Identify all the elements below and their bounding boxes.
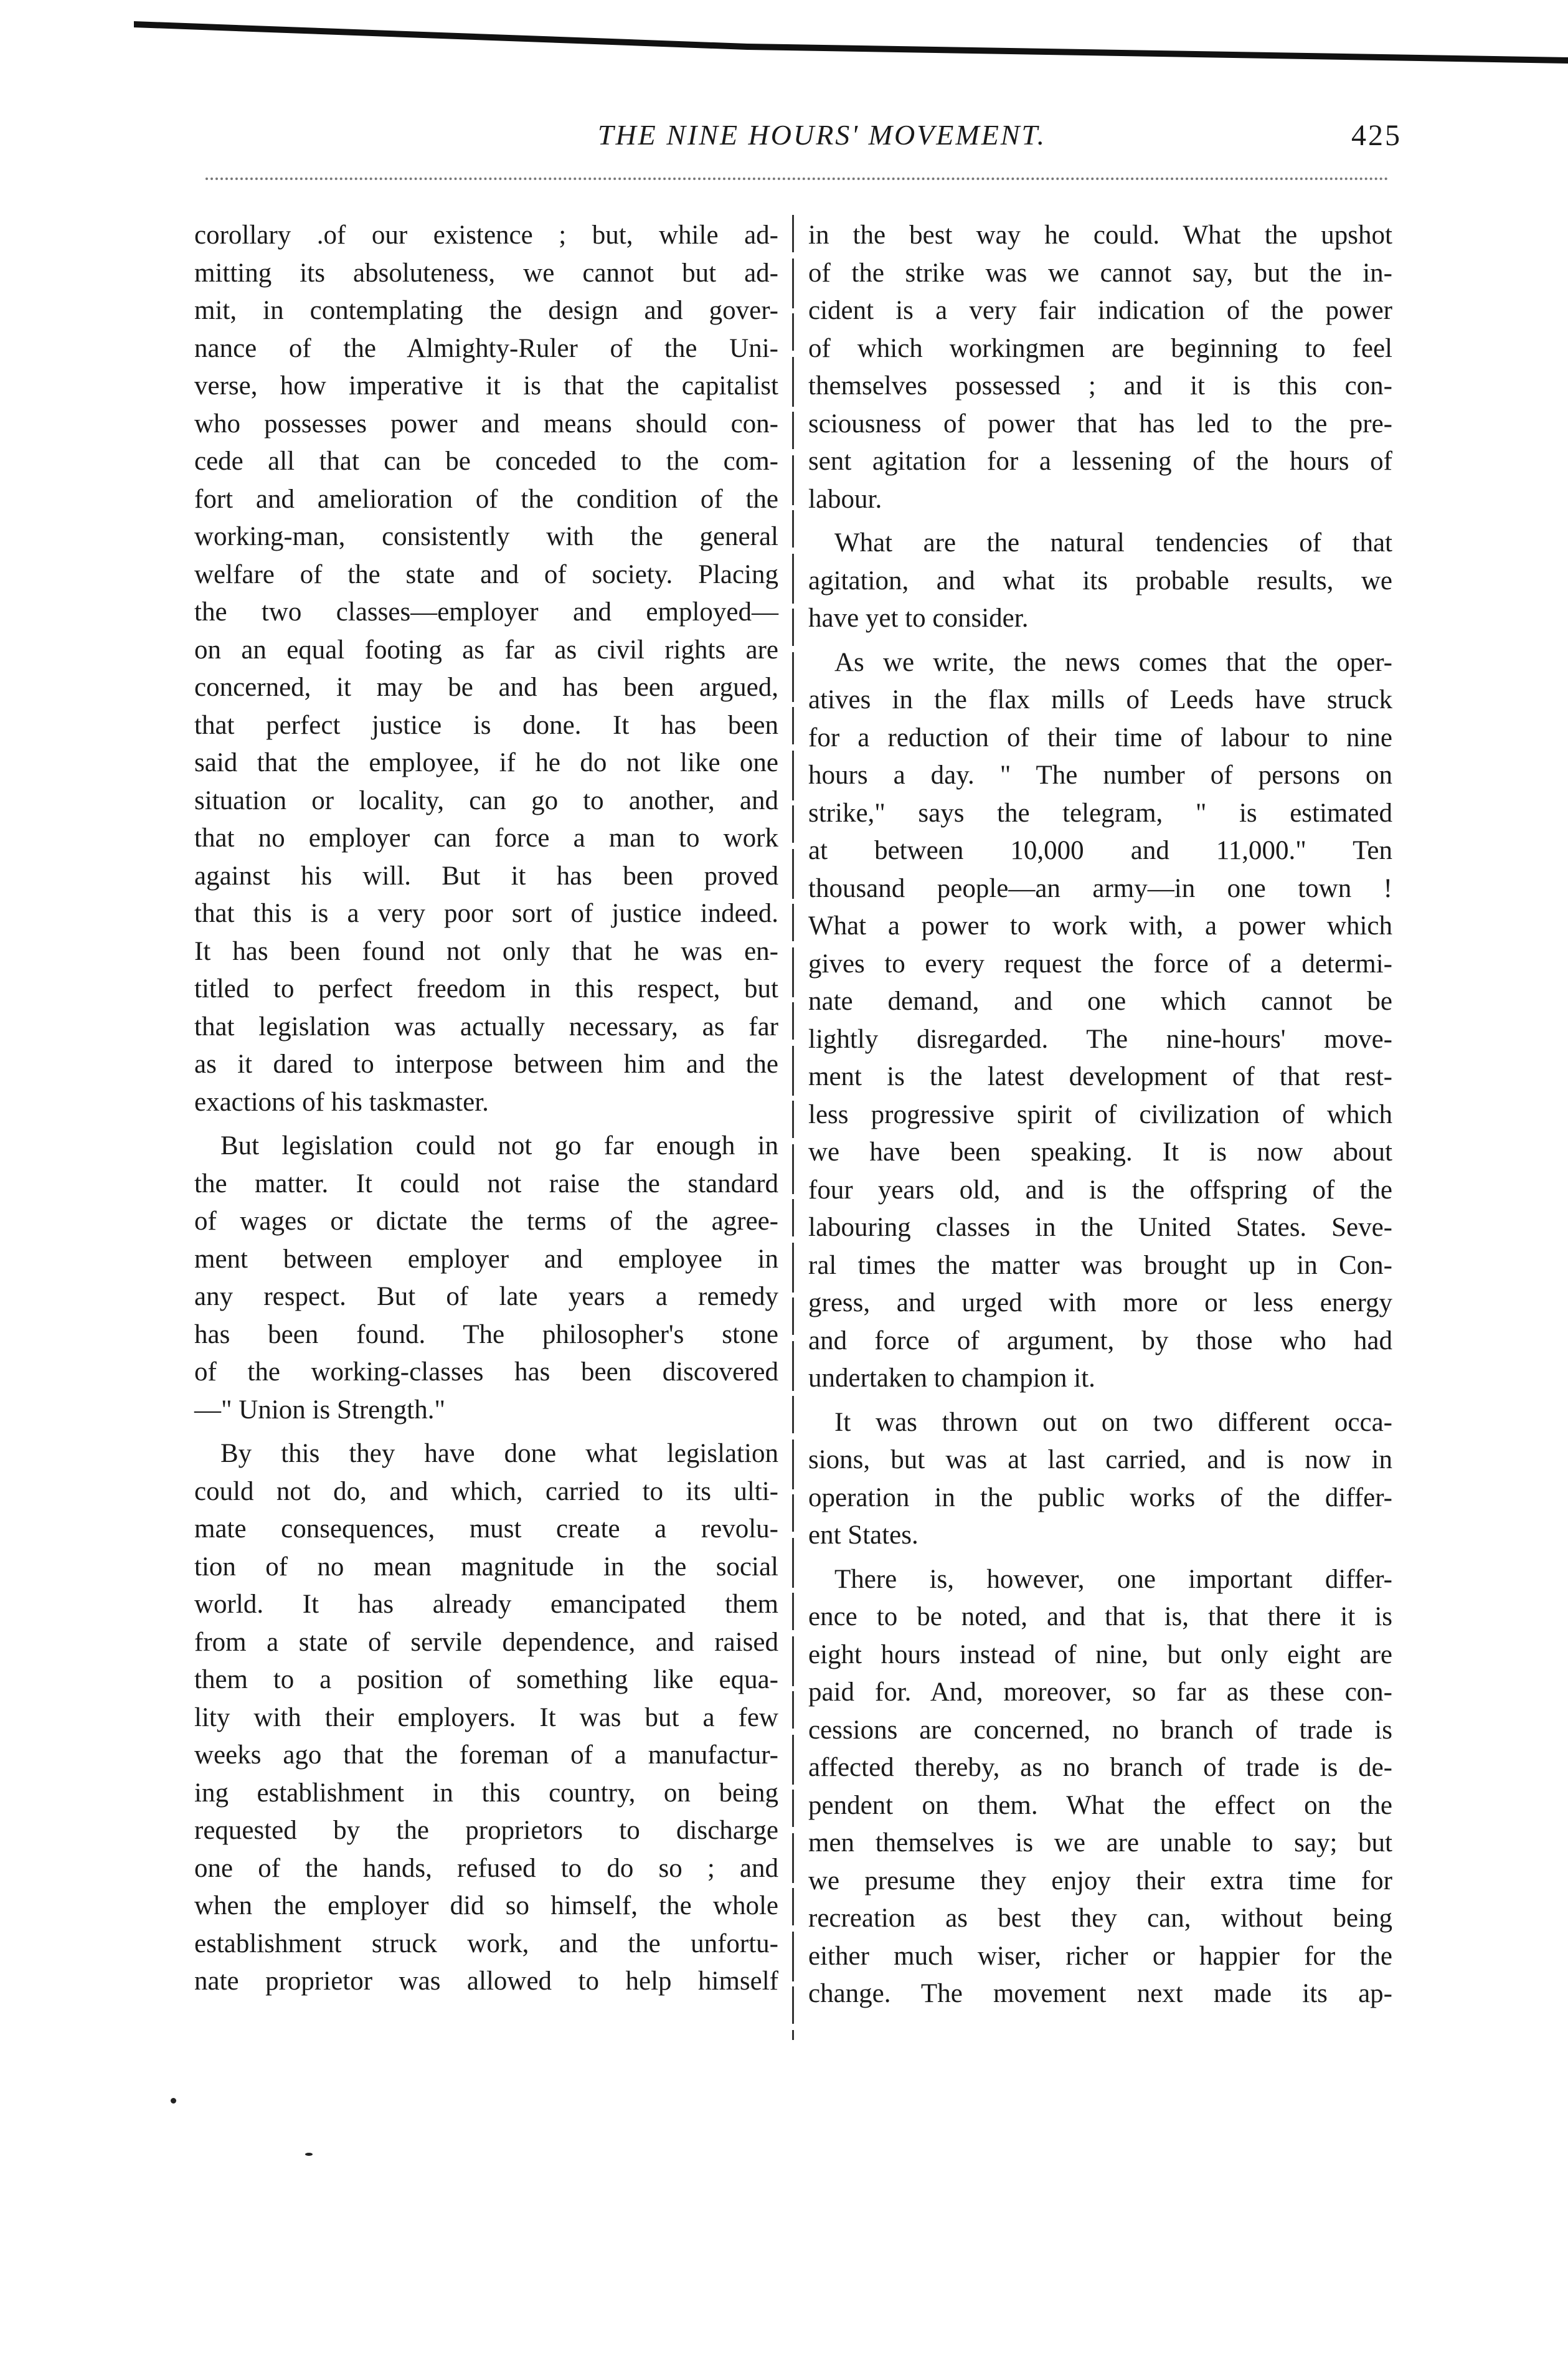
text-line: sciousness of power that has led to the pre-	[808, 409, 1392, 439]
text-line: exactions of his taskmaster.	[194, 1087, 489, 1117]
paragraph	[808, 644, 1392, 1398]
page-number: 425	[1351, 119, 1402, 152]
text-line: men themselves is we are unable to say; but	[808, 1828, 1392, 1857]
text-line: corollary .of our existence ; but, while ad-	[194, 221, 778, 250]
text-line: could not do, and which, carried to its ulti-	[194, 1476, 778, 1506]
text-line: change. The movement next made its ap-	[808, 1979, 1392, 2008]
text-line: pendent on them. What the effect on the	[808, 1790, 1392, 1820]
text-line: concerned, it may be and has been argued,	[194, 673, 778, 702]
text-line: gives to every request the force of a determi-	[808, 949, 1392, 979]
text-line: requested by the proprietors to discharge	[194, 1816, 778, 1845]
paragraph	[808, 1561, 1392, 2013]
text-line: have yet to consider.	[808, 604, 1029, 633]
text-line: against his will. But it has been proved	[194, 861, 778, 891]
text-line: By this they have done what legislation	[220, 1439, 778, 1468]
text-line: we have been speaking. It is now about	[808, 1137, 1392, 1167]
paragraph	[194, 1435, 778, 2001]
text-line: atives in the flax mills of Leeds have struck	[808, 685, 1392, 714]
text-line: has been found. The philosopher's stone	[194, 1319, 778, 1349]
text-line: themselves possessed ; and it is this con-	[808, 371, 1392, 401]
text-line: ent States.	[808, 1520, 919, 1550]
scan-speck	[171, 2098, 176, 2104]
text-line: four years old, and is the offspring of the	[808, 1175, 1392, 1205]
text-line: thousand people—an army—in one town !	[808, 873, 1392, 903]
text-line: working-man, consistently with the general	[194, 522, 778, 551]
text-line: them to a position of something like equa-	[194, 1665, 778, 1694]
right-column	[808, 217, 1392, 2019]
header-rule	[205, 178, 1389, 180]
text-line: from a state of servile dependence, and raised	[194, 1627, 778, 1657]
text-line: that this is a very poor sort of justice indeed.	[194, 899, 778, 928]
left-column	[194, 217, 778, 2007]
text-line: when the employer did so himself, the whole	[194, 1891, 778, 1920]
text-line: undertaken to champion it.	[808, 1364, 1095, 1393]
text-line: nance of the Almighty-Ruler of the Uni-	[194, 333, 778, 363]
text-line: of which workingmen are beginning to feel	[808, 333, 1392, 363]
text-line: strike," says the telegram, " is estimated	[808, 798, 1392, 828]
text-line: mit, in contemplating the design and gover-	[194, 296, 778, 325]
text-line: ence to be noted, and that is, that there it is	[808, 1602, 1392, 1631]
text-line: situation or locality, can go to another, and	[194, 785, 778, 815]
text-line: mitting its absoluteness, we cannot but ad-	[194, 258, 778, 288]
text-line: tion of no mean magnitude in the social	[194, 1552, 778, 1582]
text-line: on an equal footing as far as civil rights are	[194, 635, 778, 665]
paragraph	[808, 524, 1392, 638]
text-line: eight hours instead of nine, but only eight are	[808, 1639, 1392, 1669]
text-line: as it dared to interpose between him and the	[194, 1050, 778, 1079]
text-line: cessions are concerned, no branch of trade is	[808, 1715, 1392, 1745]
text-line: of the strike was we cannot say, but the in-	[808, 258, 1392, 288]
text-line: either much wiser, richer or happier for the	[808, 1941, 1392, 1971]
text-line: There is, however, one important differ-	[834, 1564, 1392, 1594]
text-line: ing establishment in this country, on being	[194, 1778, 778, 1808]
text-line: said that the employee, if he do not like one	[194, 748, 778, 777]
text-line: sions, but was at last carried, and is now in	[808, 1445, 1392, 1474]
text-line: who possesses power and means should con-	[194, 409, 778, 439]
text-line: mate consequences, must create a revolu-	[194, 1514, 778, 1544]
text-line: fort and amelioration of the condition of the	[194, 484, 778, 514]
text-line: labour.	[808, 484, 882, 514]
text-line: cede all that can be conceded to the com-	[194, 447, 778, 476]
text-line: —" Union is Strength."	[194, 1395, 445, 1425]
text-line: of the working-classes has been discovered	[194, 1357, 778, 1387]
text-line: one of the hands, refused to do so ; and	[194, 1853, 778, 1883]
paragraph	[808, 1404, 1392, 1555]
text-line: paid for. And, moreover, so far as these con-	[808, 1677, 1392, 1707]
text-line: But legislation could not go far enough in	[220, 1131, 778, 1160]
text-line: titled to perfect freedom in this respect, but	[194, 974, 778, 1003]
text-line: nate proprietor was allowed to help himself	[194, 1966, 778, 1996]
paragraph	[194, 1127, 778, 1429]
text-line: lity with their employers. It was but a few	[194, 1702, 778, 1732]
text-line: world. It has already emancipated them	[194, 1590, 778, 1619]
text-line: What a power to work with, a power which	[808, 911, 1392, 941]
text-line: It has been found not only that he was en-	[194, 936, 778, 966]
text-line: for a reduction of their time of labour to nine	[808, 723, 1392, 752]
text-line: As we write, the news comes that the oper-	[834, 647, 1392, 677]
scan-speck	[305, 2153, 313, 2156]
text-line: we presume they enjoy their extra time for	[808, 1866, 1392, 1895]
text-line: nate demand, and one which cannot be	[808, 987, 1392, 1016]
text-line: ment is the latest development of that rest-	[808, 1062, 1392, 1091]
text-line: the matter. It could not raise the standard	[194, 1169, 778, 1198]
text-line: operation in the public works of the differ-	[808, 1482, 1392, 1512]
text-line: and force of argument, by those who had	[808, 1326, 1392, 1355]
text-line: gress, and urged with more or less energy	[808, 1288, 1392, 1317]
text-line: labouring classes in the United States. Seve-	[808, 1213, 1392, 1242]
text-line: the two classes—employer and employed—	[194, 597, 778, 627]
text-line: What are the natural tendencies of that	[834, 528, 1392, 557]
text-line: any respect. But of late years a remedy	[194, 1282, 778, 1311]
text-line: cident is a very fair indication of the power	[808, 296, 1392, 325]
text-line: that no employer can force a man to work	[194, 823, 778, 853]
text-line: weeks ago that the foreman of a manufactur-	[194, 1740, 778, 1770]
paragraph	[194, 217, 778, 1121]
text-line: that perfect justice is done. It has been	[194, 710, 778, 740]
text-line: establishment struck work, and the unfortu-	[194, 1928, 778, 1958]
text-line: verse, how imperative it is that the capitalist	[194, 371, 778, 401]
text-line: affected thereby, as no branch of trade is de-	[808, 1753, 1392, 1782]
text-line: It was thrown out on two different occa-	[834, 1407, 1392, 1437]
text-line: welfare of the state and of society. Placing	[194, 559, 778, 589]
text-line: at between 10,000 and 11,000." Ten	[808, 836, 1392, 865]
text-line: that legislation was actually necessary, as far	[194, 1012, 778, 1041]
paragraph	[808, 217, 1392, 518]
text-line: hours a day. " The number of persons on	[808, 761, 1392, 790]
text-line: lightly disregarded. The nine-hours' move-	[808, 1024, 1392, 1054]
text-line: less progressive spirit of civilization of which	[808, 1099, 1392, 1129]
text-line: ment between employer and employee in	[194, 1244, 778, 1274]
column-divider	[792, 215, 794, 2040]
text-line: sent agitation for a lessening of the hours of	[808, 447, 1392, 476]
text-line: agitation, and what its probable results, we	[808, 566, 1392, 595]
text-line: in the best way he could. What the upshot	[808, 221, 1392, 250]
page-title: THE NINE HOURS' MOVEMENT.	[597, 119, 1047, 151]
text-line: of wages or dictate the terms of the agree-	[194, 1207, 778, 1236]
text-line: recreation as best they can, without being	[808, 1904, 1392, 1933]
scan-edge-line	[0, 0, 1568, 125]
text-line: ral times the matter was brought up in Con-	[808, 1250, 1392, 1280]
